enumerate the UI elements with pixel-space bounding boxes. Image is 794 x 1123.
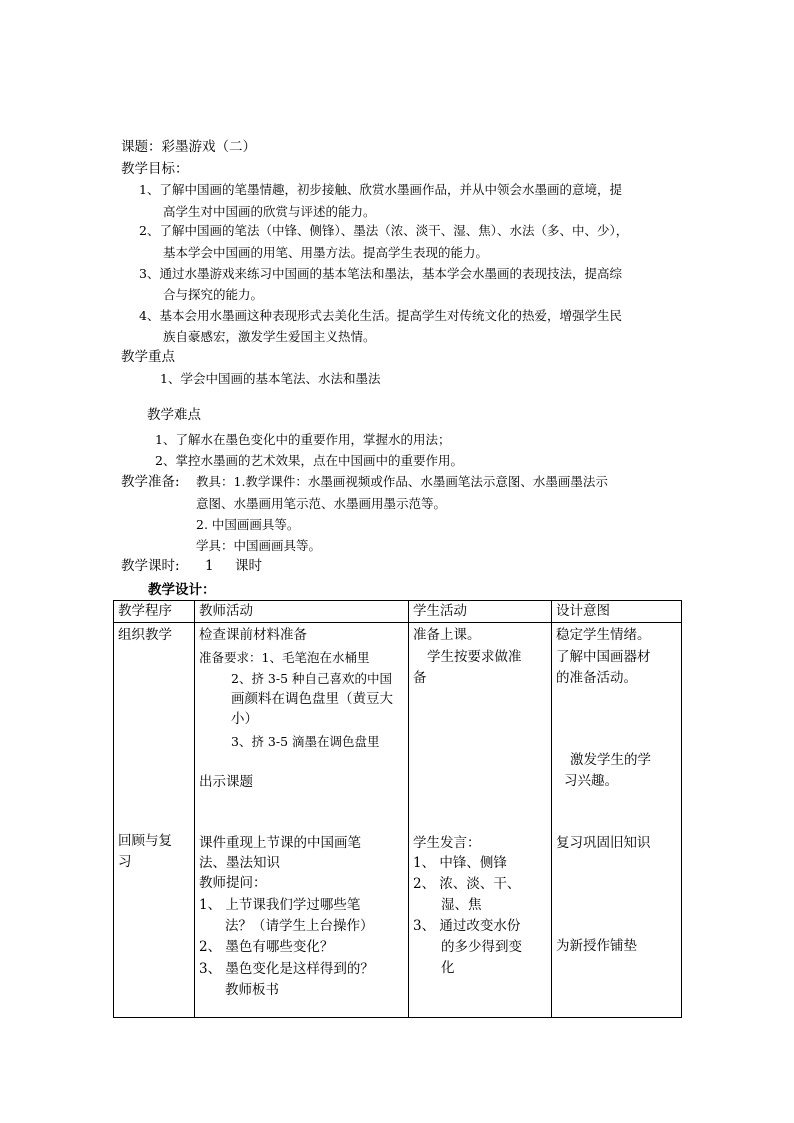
student-line: 湿、焦 — [441, 897, 482, 913]
intent-line: 为新授作铺垫 — [556, 938, 637, 954]
header-teacher: 教师活动 — [195, 601, 409, 623]
prep-line-4: 学具：中国画画具等。 — [196, 538, 322, 553]
intent-line: 稳定学生情绪。 — [556, 627, 651, 643]
student-line: 1、 中锋、侧锋 — [413, 855, 507, 871]
objective-2-line1: 2、了解中国画的笔法（中锋、侧锋）、墨法（浓、淡干、湿、焦）、水法（多、中、少）， — [139, 223, 629, 238]
student-cell — [409, 623, 552, 1018]
objectives-heading: 教学目标： — [121, 161, 189, 177]
table-row — [114, 623, 682, 1018]
teacher-line: 3、 墨色变化是这样得到的？ — [199, 961, 374, 977]
objective-3-line1: 3、通过水墨游戏来练习中国画的基本笔法和墨法，基本学会水墨画的表现技法，提高综 — [139, 266, 622, 281]
objective-1-line1: 1、了解中国画的笔墨情趣，初步接触、欣赏水墨画作品，并从中领会水墨画的意境，提 — [139, 182, 622, 197]
objective-3-line2: 合与探究的能力。 — [163, 287, 264, 302]
teacher-line: 小） — [231, 711, 258, 727]
difficulty-heading: 教学难点 — [147, 407, 201, 423]
intent-line: 的准备活动。 — [556, 670, 637, 686]
teacher-line: 画颜料在调色盘里（黄豆大 — [231, 691, 393, 707]
student-line: 的多少得到变 — [441, 939, 522, 955]
step-cell — [114, 623, 195, 1018]
teacher-cell — [195, 623, 409, 1018]
step-organize: 组织教学 — [118, 627, 172, 643]
step-review-line1: 回顾与复 — [118, 833, 172, 849]
design-heading: 教学设计： — [148, 582, 216, 598]
student-line: 备 — [413, 670, 427, 686]
header-student: 学生活动 — [409, 601, 552, 623]
objective-4-line2: 族自豪感宏，激发学生爱国主义热情。 — [163, 329, 376, 344]
design-table — [113, 600, 682, 1018]
step-review-line2: 习 — [118, 854, 132, 870]
student-line: 学生按要求做准 — [427, 649, 522, 665]
focus-heading: 教学重点 — [121, 349, 175, 365]
teacher-line: 准备要求：1、毛笔泡在水桶里 — [199, 650, 370, 665]
teacher-line: 教师提问： — [199, 875, 267, 891]
teacher-line: 法？（请学生上台操作） — [225, 918, 374, 934]
intent-line: 复习巩固旧知识 — [556, 835, 651, 851]
objective-2-line2: 基本学会中国画的用笔、用墨方法。提高学生表现的能力。 — [163, 245, 489, 260]
objective-4-line1: 4、基本会用水墨画这种表现形式去美化生活。提高学生对传统文化的热爱，增强学生民 — [139, 308, 622, 323]
teacher-line: 教师板书 — [225, 982, 279, 998]
teacher-line: 2、挤 3-5 种自己喜欢的中国 — [231, 671, 393, 686]
hours-label: 教学课时: — [121, 558, 180, 574]
hours-unit: 课时 — [235, 558, 262, 574]
intent-line: 激发学生的学 — [570, 752, 651, 768]
difficulty-item-2: 2、掌控水墨画的艺术效果，点在中国画中的重要作用。 — [155, 453, 463, 468]
student-line: 2、 浓、淡、干、 — [413, 876, 521, 892]
teacher-line: 检查课前材料准备 — [199, 627, 307, 643]
intent-line: 了解中国画器材 — [556, 649, 651, 665]
header-intent: 设计意图 — [552, 601, 682, 623]
table-header-row — [114, 601, 682, 623]
student-line: 3、 通过改变水份 — [413, 918, 521, 934]
difficulty-item-1: 1、了解水在墨色变化中的重要作用，掌握水的用法； — [155, 432, 451, 447]
prep-line-2: 意图、水墨画用笔示范、水墨画用墨示范等。 — [196, 496, 447, 511]
teacher-line: 3、挤 3-5 滴墨在调色盘里 — [231, 734, 380, 749]
teacher-line: 2、 墨色有哪些变化？ — [199, 939, 334, 955]
student-line: 学生发言： — [413, 835, 481, 851]
teacher-line: 1、 上节课我们学过哪些笔 — [199, 897, 361, 913]
prep-line-3: 2. 中国画画具等。 — [196, 517, 300, 532]
prep-line-1: 教具：1.教学课件：水墨画视频或作品、水墨画笔法示意图、水墨画墨法示 — [196, 474, 608, 489]
intent-line: 习兴趣。 — [564, 773, 618, 789]
hours-value: 1 — [205, 558, 214, 574]
prep-heading: 教学准备: — [121, 474, 180, 490]
objective-1-line2: 高学生对中国画的欣赏与评述的能力。 — [163, 204, 376, 219]
teacher-line: 出示课题 — [199, 774, 253, 790]
focus-item-1: 1、学会中国画的基本笔法、水法和墨法 — [160, 371, 381, 386]
intent-cell — [552, 623, 682, 1018]
header-step: 教学程序 — [114, 601, 195, 623]
student-line: 化 — [441, 960, 455, 976]
teacher-line: 法、墨法知识 — [199, 855, 280, 871]
lesson-title: 课题：彩墨游戏（二） — [121, 139, 256, 155]
student-line: 准备上课。 — [413, 627, 481, 643]
teacher-line: 课件重现上节课的中国画笔 — [199, 835, 361, 851]
